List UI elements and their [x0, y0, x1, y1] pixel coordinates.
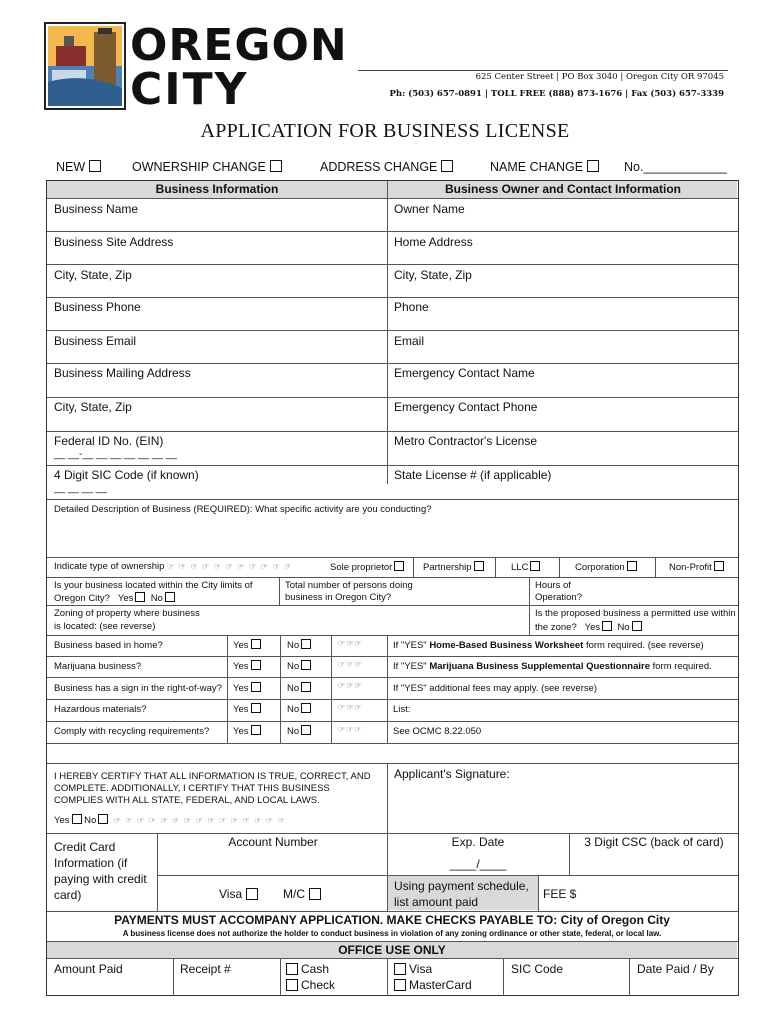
application-type-row: [56, 160, 736, 178]
sign-yes-label: Yes: [233, 683, 249, 694]
field-mailing-city-state-zip[interactable]: City, State, Zip: [54, 400, 132, 414]
city-limits-line2: [54, 592, 175, 604]
question-sign: Business has a sign in the right-of-way?: [54, 683, 222, 694]
certify-yes-no: [54, 814, 286, 826]
hazardous-yes-label: Yes: [233, 704, 249, 715]
pointing-hands-icon: ☞ ☞ ☞ ☞ ☞ ☞ ☞ ☞ ☞ ☞ ☞ ☞ ☞ ☞ ☞: [113, 816, 286, 825]
pointing-hands-icon: ☞☞☞: [338, 681, 363, 690]
certify-no-checkbox[interactable]: [98, 814, 108, 824]
card-visa: [219, 887, 258, 901]
ownership-nonprofit: [669, 561, 724, 573]
question-recycling: Comply with recycling requirements?: [54, 726, 210, 737]
card-mc-checkbox[interactable]: [309, 888, 321, 900]
field-business-email[interactable]: Business Email: [54, 334, 137, 348]
sign-yes-checkbox[interactable]: [251, 682, 261, 692]
fee-amount-field[interactable]: FEE $: [543, 887, 577, 901]
note-home-based-pre: If "YES": [393, 640, 430, 651]
certify-yes-label: Yes: [54, 815, 70, 826]
pointing-hands-icon: ☞☞☞: [338, 660, 363, 669]
ownership-llc-checkbox[interactable]: [530, 561, 540, 571]
office-mastercard-label: MasterCard: [409, 978, 472, 992]
license-form: [46, 180, 739, 996]
type-name-label: NAME CHANGE: [490, 160, 584, 174]
card-mc-label: M/C: [283, 887, 305, 901]
office-date-paid: Date Paid / By: [637, 962, 714, 976]
field-emergency-contact-name[interactable]: Emergency Contact Name: [394, 366, 535, 380]
ownership-label-text: Indicate type of ownership: [54, 561, 165, 572]
ownership-corporation-label: Corporation: [575, 562, 625, 573]
note-recycling: See OCMC 8.22.050: [393, 726, 482, 737]
marijuana-no: [287, 660, 311, 672]
home-based-yes: [233, 639, 261, 651]
sign-no-label: No: [287, 683, 300, 694]
note-home-based: [393, 640, 704, 651]
header-phones: Ph: (503) 657-0891 | TOLL FREE (888) 873-1676 | Fax (503) 657-3339: [389, 89, 724, 99]
field-owner-name[interactable]: Owner Name: [394, 202, 465, 216]
sign-yes: [233, 682, 261, 694]
permitted-line2-text: the zone?: [535, 622, 577, 633]
marijuana-no-checkbox[interactable]: [301, 660, 311, 670]
home-based-no-checkbox[interactable]: [301, 639, 311, 649]
home-based-no: [287, 639, 311, 651]
office-check-label: Check: [301, 978, 336, 992]
office-visa-label: Visa: [409, 962, 433, 976]
field-owner-phone[interactable]: Phone: [394, 300, 429, 314]
question-home-based: Business based in home?: [54, 640, 163, 651]
recycling-yes-checkbox[interactable]: [251, 725, 261, 735]
office-cash: [286, 962, 329, 976]
zoning-question[interactable]: Zoning of property where business: [54, 608, 200, 619]
certify-no-label: No: [84, 815, 97, 826]
ownership-nonprofit-checkbox[interactable]: [714, 561, 724, 571]
account-number-field[interactable]: Account Number: [228, 835, 318, 849]
ownership-partnership: [423, 561, 484, 573]
ownership-partnership-label: Partnership: [423, 562, 472, 573]
ownership-partnership-checkbox[interactable]: [474, 561, 484, 571]
field-business-name[interactable]: Business Name: [54, 202, 139, 216]
question-marijuana: Marijuana business?: [54, 661, 142, 672]
office-receipt: Receipt #: [180, 962, 231, 976]
city-limits-question: Is your business located within the City limits of: [54, 580, 253, 591]
home-based-yes-label: Yes: [233, 640, 249, 651]
home-based-no-label: No: [287, 640, 300, 651]
hazardous-no-label: No: [287, 704, 300, 715]
permitted-yes-label: Yes: [584, 622, 601, 633]
office-check: [286, 978, 335, 992]
office-cash-label: Cash: [301, 962, 330, 976]
office-mastercard-checkbox[interactable]: [394, 979, 406, 991]
sign-no-checkbox[interactable]: [301, 682, 311, 692]
credit-card-label-1: Credit Card: [54, 840, 116, 854]
city-logo-emblem: [44, 22, 126, 110]
recycling-no: [287, 725, 311, 737]
permitted-yes-checkbox[interactable]: [602, 621, 612, 631]
note-marijuana: [393, 661, 712, 672]
office-cash-checkbox[interactable]: [286, 963, 298, 975]
certify-line1: I HEREBY CERTIFY THAT ALL INFORMATION IS TRUE, CORRECT, AND: [54, 771, 371, 782]
field-owner-city-state-zip[interactable]: City, State, Zip: [394, 268, 472, 282]
type-address-checkbox[interactable]: [441, 160, 453, 172]
credit-card-label-2: Information (if: [54, 856, 128, 870]
type-name-checkbox[interactable]: [587, 160, 599, 172]
card-visa-label: Visa: [219, 887, 243, 901]
type-ownership: [132, 160, 266, 174]
certify-yes-checkbox[interactable]: [72, 814, 82, 824]
marijuana-yes-label: Yes: [233, 661, 249, 672]
csc-field[interactable]: 3 Digit CSC (back of card): [584, 835, 724, 849]
hours-question[interactable]: Hours of: [535, 580, 571, 591]
note-home-based-post: form required. (see reverse): [583, 640, 704, 651]
office-visa-checkbox[interactable]: [394, 963, 406, 975]
office-use-heading: OFFICE USE ONLY: [338, 943, 446, 957]
hazardous-no: [287, 703, 311, 715]
permitted-line2: [535, 621, 642, 633]
card-visa-checkbox[interactable]: [246, 888, 258, 900]
header-rule: [358, 70, 728, 71]
recycling-yes: [233, 725, 261, 737]
home-based-yes-checkbox[interactable]: [251, 639, 261, 649]
pointing-hands-icon: ☞☞☞: [338, 703, 363, 712]
persons-question[interactable]: Total number of persons doing: [285, 580, 413, 591]
field-business-site-address[interactable]: Business Site Address: [54, 235, 174, 249]
ownership-sole-label: Sole proprietor: [330, 562, 393, 573]
field-metro-contractor-license[interactable]: Metro Contractor's License: [394, 434, 538, 448]
city-limits-no-checkbox[interactable]: [165, 592, 175, 602]
permitted-no-label: No: [617, 622, 630, 633]
page-title: APPLICATION FOR BUSINESS LICENSE: [200, 120, 570, 142]
ownership-label: [54, 561, 292, 572]
type-address-label: ADDRESS CHANGE: [320, 160, 438, 174]
field-emergency-contact-phone[interactable]: Emergency Contact Phone: [394, 400, 538, 414]
marijuana-no-label: No: [287, 661, 300, 672]
permitted-question: Is the proposed business a permitted use within: [535, 608, 736, 619]
ownership-sole-checkbox[interactable]: [394, 561, 404, 571]
note-marijuana-pre: If "YES": [393, 661, 430, 672]
payments-statement: PAYMENTS MUST ACCOMPANY APPLICATION. MAKE CHECKS PAYABLE TO: City of Oregon City: [114, 913, 670, 927]
ownership-llc-label: LLC: [511, 562, 529, 573]
field-federal-id[interactable]: Federal ID No. (EIN): [54, 434, 164, 448]
office-sic-code: SIC Code: [511, 962, 564, 976]
exp-date-blank: ____/____: [449, 857, 507, 871]
field-state-license[interactable]: State License # (if applicable): [394, 468, 552, 482]
sic-blanks: __ __ __ __: [54, 483, 107, 494]
type-new-checkbox[interactable]: [89, 160, 101, 172]
ownership-corporation-checkbox[interactable]: [627, 561, 637, 571]
office-visa: [394, 962, 432, 976]
hazardous-yes-checkbox[interactable]: [251, 703, 261, 713]
payment-schedule-label-2: list amount paid: [394, 895, 479, 909]
hours-question-line2: Operation?: [535, 592, 583, 603]
hazardous-no-checkbox[interactable]: [301, 703, 311, 713]
marijuana-yes: [233, 660, 261, 672]
exp-date-field[interactable]: Exp. Date: [451, 835, 505, 849]
city-limits-yes-checkbox[interactable]: [135, 592, 145, 602]
note-marijuana-post: form required.: [649, 661, 712, 672]
pointing-hands-icon: ☞☞☞: [338, 725, 363, 734]
city-limits-no-label: No: [150, 593, 163, 604]
pointing-hands-icon: ☞ ☞ ☞ ☞ ☞ ☞ ☞ ☞ ☞ ☞ ☞: [167, 562, 293, 571]
sign-no: [287, 682, 311, 694]
note-home-based-bold: Home-Based Business Worksheet: [429, 640, 584, 651]
ein-blanks: __ __-__ __ __ __ __ __ __: [54, 449, 177, 460]
office-mastercard: [394, 978, 472, 992]
note-marijuana-bold: Marijuana Business Supplemental Questionnaire: [429, 661, 650, 672]
city-limits-line2-text: Oregon City?: [54, 593, 110, 604]
city-limits-yes-label: Yes: [117, 593, 134, 604]
credit-card-label-3: paying with credit: [54, 872, 147, 886]
field-business-city-state-zip[interactable]: City, State, Zip: [54, 268, 132, 282]
office-check-checkbox[interactable]: [286, 979, 298, 991]
section-business-info: Business Information: [155, 182, 279, 196]
section-owner-info: Business Owner and Contact Information: [444, 182, 682, 196]
field-business-phone[interactable]: Business Phone: [54, 300, 141, 314]
type-new: [56, 160, 85, 174]
type-ownership-checkbox[interactable]: [270, 160, 282, 172]
type-ownership-label: OWNERSHIP CHANGE: [132, 160, 266, 174]
card-mc: [283, 887, 321, 901]
type-name: [490, 160, 583, 174]
logo-word-oregon: OREGON: [130, 20, 348, 71]
header-address: 625 Center Street | PO Box 3040 | Oregon City OR 97045: [475, 72, 724, 82]
question-hazardous: Hazardous materials?: [54, 704, 147, 715]
logo-word-city: CITY: [130, 64, 249, 115]
payment-schedule-label-1: Using payment schedule,: [394, 879, 529, 893]
marijuana-yes-checkbox[interactable]: [251, 660, 261, 670]
city-logo: [44, 20, 354, 115]
recycling-no-checkbox[interactable]: [301, 725, 311, 735]
zoning-question-line2: is located: (see reverse): [54, 621, 156, 632]
type-new-label: NEW: [56, 160, 86, 174]
application-number[interactable]: No.____________: [624, 160, 727, 174]
field-sic-code[interactable]: 4 Digit SIC Code (if known): [54, 468, 199, 482]
field-home-address[interactable]: Home Address: [394, 235, 473, 249]
type-address: [320, 160, 437, 174]
applicant-signature-field[interactable]: Applicant's Signature:: [394, 767, 510, 781]
hazardous-list-field[interactable]: List:: [393, 704, 411, 715]
business-description-field[interactable]: Detailed Description of Business (REQUIRED): What specific activity are you conducting?: [54, 504, 432, 515]
pointing-hands-icon: ☞☞☞: [338, 639, 363, 648]
ownership-nonprofit-label: Non-Profit: [669, 562, 712, 573]
permitted-no-checkbox[interactable]: [632, 621, 642, 631]
ownership-llc: [511, 561, 540, 573]
field-owner-email[interactable]: Email: [394, 334, 425, 348]
persons-question-line2: business in Oregon City?: [285, 592, 392, 603]
ownership-sole: [330, 561, 404, 573]
certify-line2: COMPLETE. ADDITIONALLY, I CERTIFY THAT THIS BUSINESS: [54, 783, 330, 794]
recycling-yes-label: Yes: [233, 726, 249, 737]
field-business-mailing-address[interactable]: Business Mailing Address: [54, 366, 191, 380]
license-disclaimer: A business license does not authorize the holder to conduct business in violation of any zoning ordinance or other state, federal, or local law.: [122, 929, 662, 938]
certify-line3: COMPLIES WITH ALL STATE, FEDERAL, AND LOCAL LAWS.: [54, 795, 320, 806]
credit-card-label-4: card): [54, 888, 82, 902]
hazardous-yes: [233, 703, 261, 715]
office-amount-paid: Amount Paid: [54, 962, 123, 976]
recycling-no-label: No: [287, 726, 300, 737]
ownership-corporation: [575, 561, 637, 573]
note-sign: If "YES" additional fees may apply. (see reverse): [393, 683, 598, 694]
